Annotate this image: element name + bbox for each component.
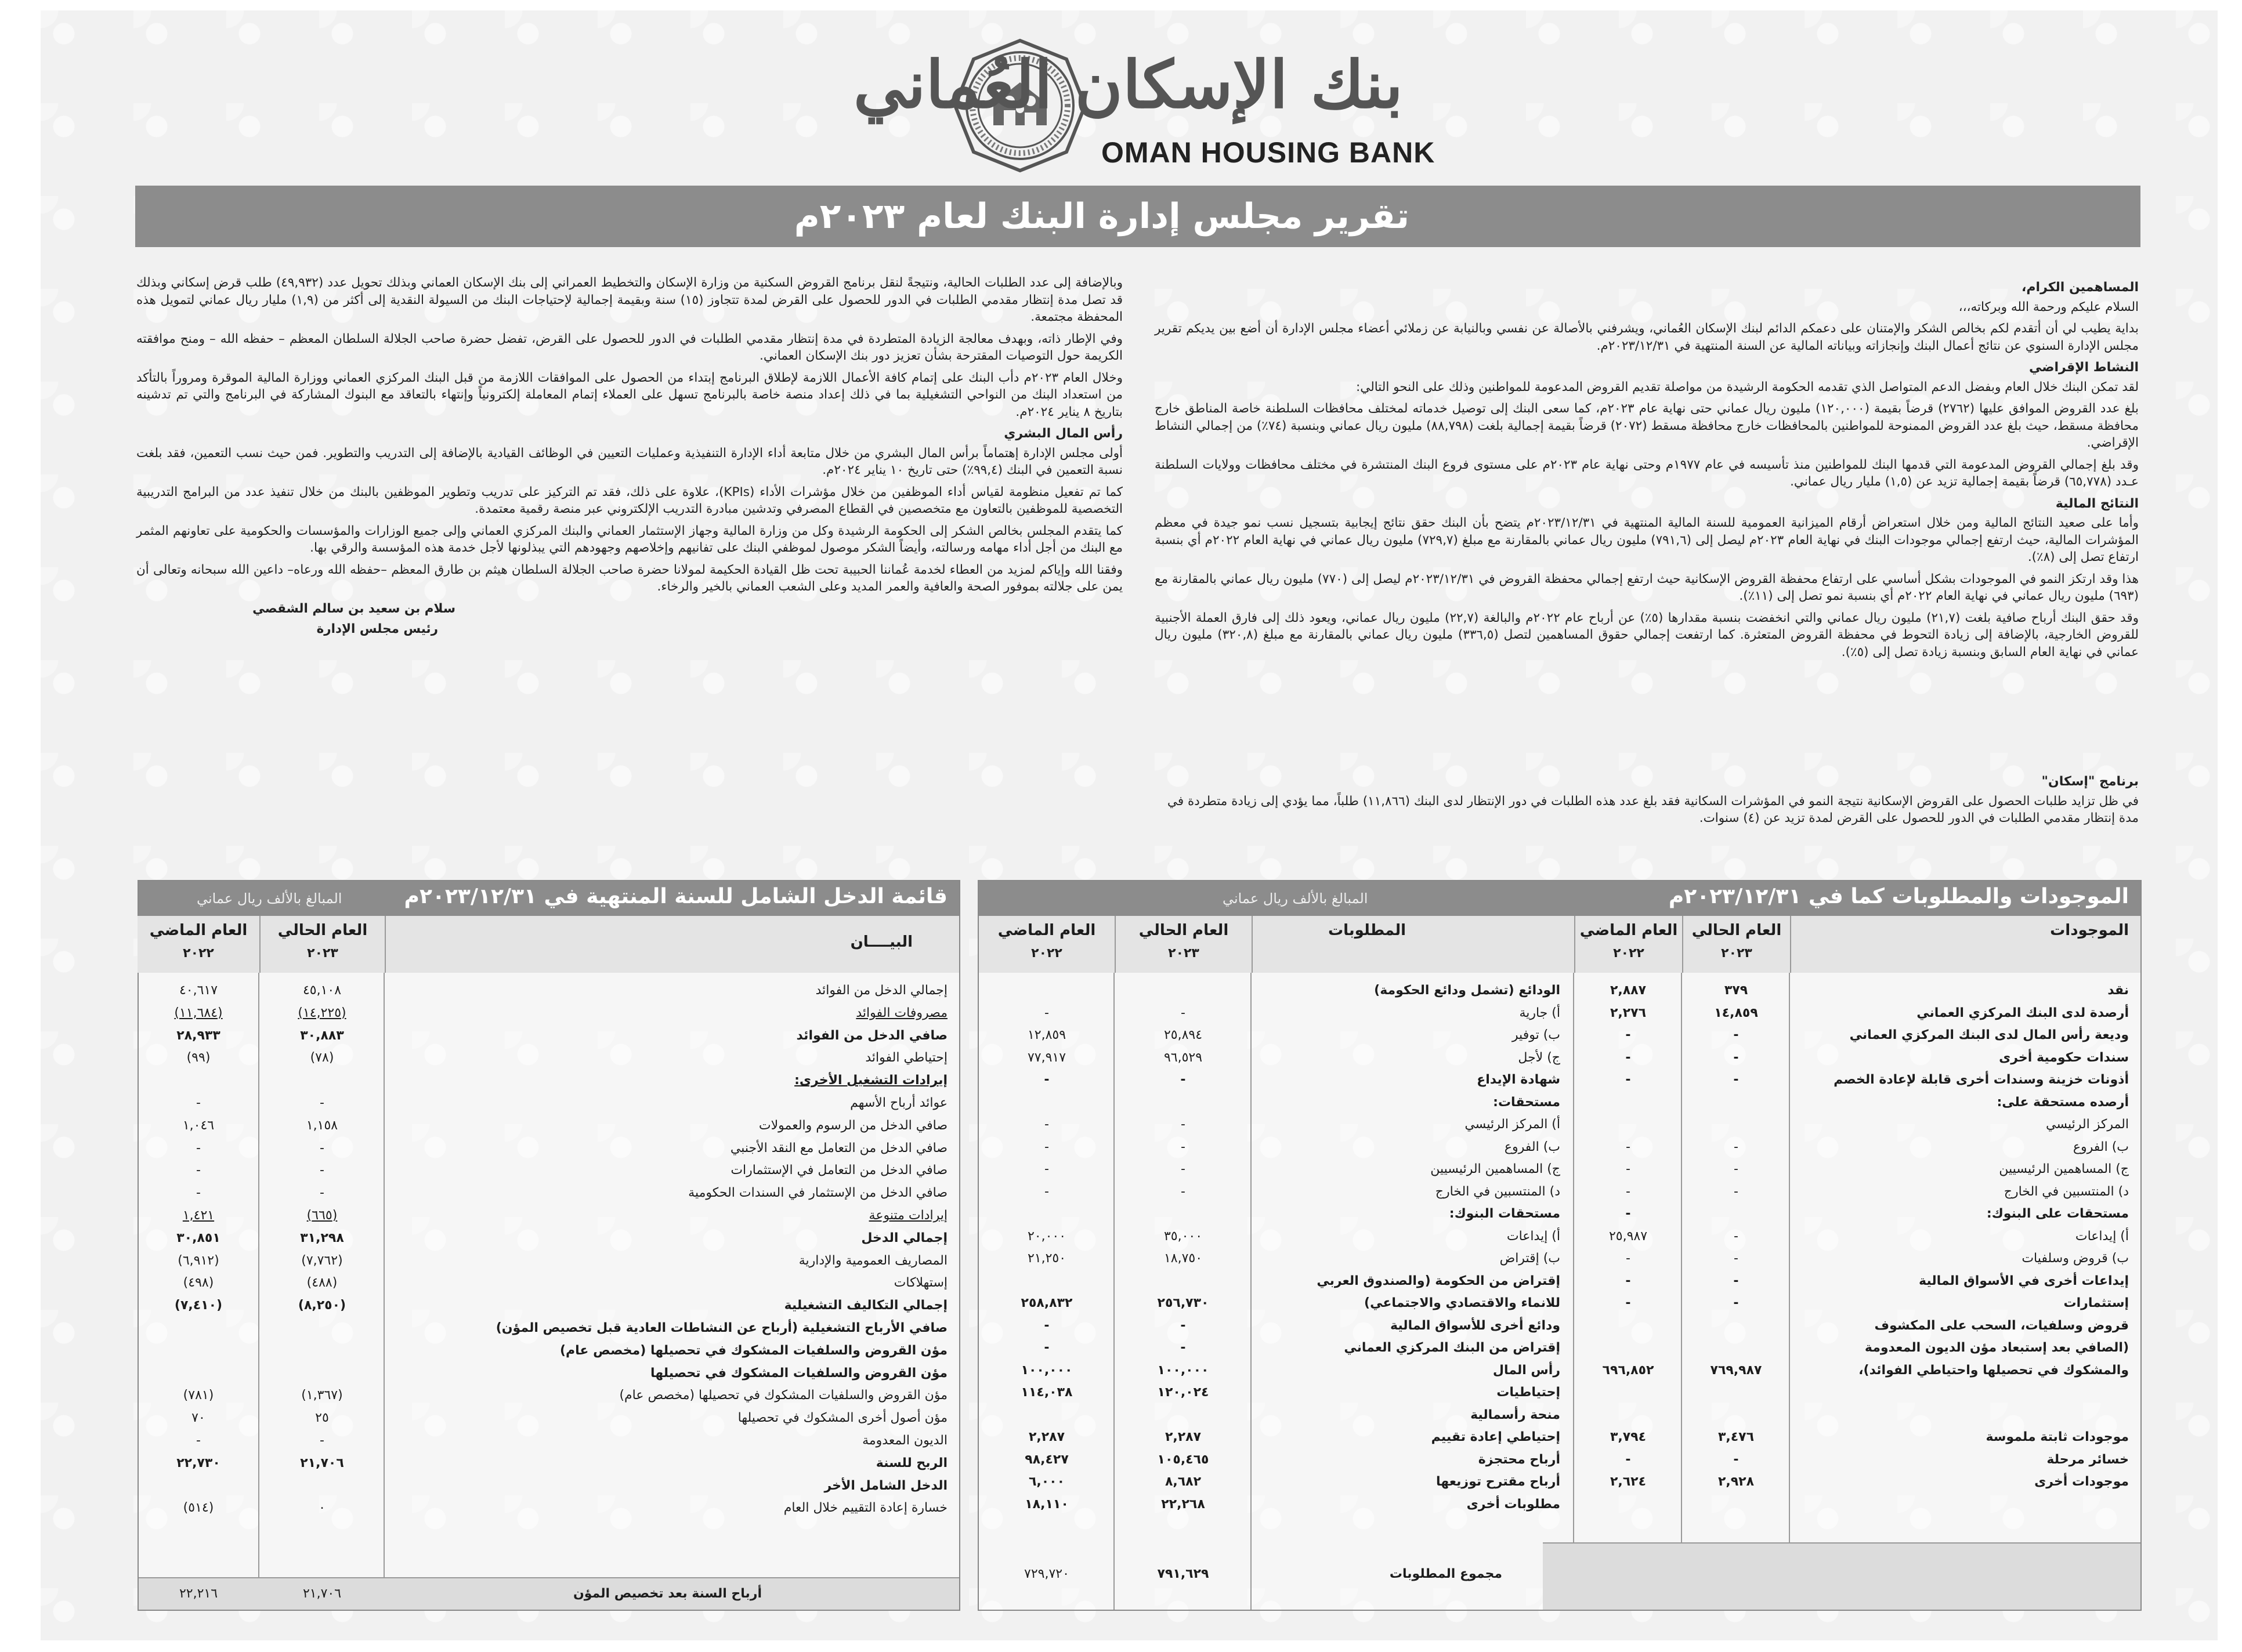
previous-year-value: -: [196, 1186, 201, 1201]
row-label: مستحقات على البنوك:: [1986, 1207, 2129, 1221]
income-row: [139, 1092, 959, 1114]
current-year-value: ١٢٠,٠٢٤: [1157, 1385, 1209, 1400]
row-label: والمشكوك في تحصيلها واحتياطي الفوائد)،: [1858, 1363, 2129, 1378]
income-current-header: العام الحالي ٢٠٢٣: [259, 916, 385, 973]
liability-row: [979, 1337, 2140, 1359]
liability-row: [979, 1360, 2140, 1382]
current-year-value: ١٨,٧٥٠: [1163, 1251, 1203, 1266]
row-label: أرصدة لدى البنك المركزي العماني: [1916, 1005, 2129, 1020]
total-liabilities-previous: ٧٢٩,٧٢٠: [1024, 1567, 1069, 1581]
row-label: ب) توفير: [1511, 1028, 1560, 1042]
previous-year-value: -: [1044, 1162, 1049, 1176]
row-label: صافي الأرباح التشغيلية (أرباح عن النشاطات العادية قبل تخصيص المؤن): [496, 1321, 948, 1335]
row-label: الدخل الشامل الأخر: [824, 1478, 948, 1493]
section-heading: النشاط الإقراضي: [2028, 360, 2139, 375]
income-row: [139, 1340, 959, 1362]
row-label: إيرادات التشغيل الأخرى:: [794, 1073, 948, 1088]
paragraph: وأما على صعيد النتائج المالية ومن خلال استعراض أرقام الميزانية العمومية للسنة المالية المنتهية في ٢٠٢٣/١٢/٣١م يتضح بأن البنك حقق نتائج إيجابية بتسجيل نسب نمو جيدة في معظم المؤشرات المالية، حيث ارتفع إجمالي موجودات البنك في نهاية العام ٢٠٢٣م ليصل إلى (٧٩١,٦) مليون ريال عماني بالمقارنة مع مبلغ (٧٢٩,٧) مليون ريال عماني في نهاية العام ٢٠٢٢م أي بنسبة ارتفاع تصل إلى (٨٪).: [1155, 516, 2139, 564]
row-label: أرباح محتجزة: [1478, 1452, 1560, 1467]
income-row: [139, 1025, 959, 1047]
previous-year-value: -: [1626, 1162, 1630, 1176]
current-year-value: ٢,٩٢٨: [1717, 1475, 1755, 1489]
letter-right-column: [1155, 274, 2139, 665]
income-row: [139, 1002, 959, 1024]
current-year-value: ٢,٢٨٧: [1165, 1430, 1202, 1444]
row-label: سندات حكومية أخرى: [1999, 1050, 2129, 1065]
paragraph: هذا وقد ارتكز النمو في الموجودات بشكل أساسي على ارتفاع محفظة القروض الإسكانية حيث ارتفع إجمالي محفظة القروض في ٢٠٢٣/١٢/٣١م ليصل إلى (٧٧٠) مليون ريال عماني بالمقارنة مع (٦٩٣) مليون ريال عماني في نهاية العام ٢٠٢٢م أي بنسبة نمو تصل إلى (١١٪).: [1155, 571, 2139, 603]
current-year-value: (١,٣٦٧): [301, 1388, 343, 1403]
previous-year-value: (٧,٤١٠): [174, 1298, 223, 1313]
balance-sheet-table: [978, 880, 2142, 1611]
current-year-value: ٨,٦٨٢: [1165, 1475, 1202, 1489]
row-label: صافي الدخل من التعامل مع النقد الأجنبي: [730, 1140, 948, 1155]
liability-row: [979, 1047, 2140, 1069]
row-label: أ) جارية: [1519, 1005, 1560, 1020]
current-year-value: (٦٦٥): [306, 1208, 338, 1223]
current-year-value: -: [1734, 1184, 1738, 1199]
current-year-value: ٣٥,٠٠٠: [1163, 1229, 1203, 1244]
row-label: شهادة الإيداع: [1477, 1073, 1560, 1087]
program-text: في ظل تزايد طلبات الحصول على القروض الإسكانية نتيجة النمو في المؤشرات السكانية فقد بلغ عدد هذه الطلبات في دور الإنتظار لدى البنك (١١,٨٦٦) طلباً، مما يؤدي إلى زيادة متطردة في مدة إنتظار مقدمي الطلبات في الدور للحصول على القرض لمدة تزيد عن (٤) سنوات.: [1167, 794, 2139, 825]
liability-row: [979, 1494, 2140, 1516]
paragraph: بداية يطيب لي أن أتقدم لكم بخالص الشكر والإمتنان على دعمكم الدائم لبنك الإسكان العُماني، ويشرفني بالأصالة عن نفسي وبالنيابة عن زملائي أعضاء مجلس الإدارة أن أضع بين يديكم تقرير مجلس الإدارة السنوي عن نتائج أعمال البنك وإنجازاته وبياناته المالية عن السنة المنتهية في ٢٠٢٣/١٢/٣١م.: [1155, 321, 2139, 353]
previous-year-value: ٧٠: [191, 1411, 205, 1426]
current-year-value: -: [1180, 1073, 1186, 1087]
section-heading: النتائج المالية: [2055, 496, 2139, 511]
liability-row: [979, 1248, 2140, 1270]
previous-year-value: -: [1044, 1139, 1049, 1154]
row-label: إحتياطي الفوائد: [865, 1050, 948, 1066]
balance-sheet-title: الموجودات والمطلوبات كما في ٢٠٢٣/١٢/٣١م: [1668, 885, 2129, 908]
income-row: [139, 1250, 959, 1272]
row-label: د) المنتسبين في الخارج: [1435, 1184, 1560, 1199]
current-year-value: ٠: [319, 1501, 326, 1516]
balance-sheet-unit: المبالغ بالألف ريال عماني: [1223, 890, 1368, 907]
income-row: [139, 1497, 959, 1519]
current-year-value: (٧٨): [310, 1050, 334, 1066]
current-year-value: -: [1181, 1005, 1185, 1020]
previous-year-value: -: [1625, 1050, 1631, 1065]
previous-year-value: -: [1625, 1273, 1631, 1288]
current-year-value: (٧,٧٦٢): [301, 1253, 343, 1268]
paragraph: وخلال العام ٢٠٢٣م دأب البنك على إتمام كافة الأعمال اللازمة لإطلاق البرنامج إبتداء من الحصول على الموافقات اللازمة من قبل البنك المركزي العماني ووزارة المالية الموقرة ومروراً بالتأكد من استعداد البنك من النواحي التشغيلية بما في ذلك إعداد منصة خاصة بالبرنامج تسهل على العملاء إتمام المعاملة إلكترونياً وإنتهاء بالتعاقد مع البنوك المشاركة في البرنامج والتي تم تدشينه بتاريخ ٨ يناير ٢٠٢٤م.: [136, 370, 1123, 419]
row-label: إيداعات أخرى في الأسواق المالية: [1919, 1273, 2129, 1288]
previous-year-value: -: [196, 1140, 201, 1155]
liability-row: [979, 1114, 2140, 1136]
row-label: إستهلاكات: [894, 1276, 948, 1291]
signature-name: سلام بن سعيد بن سالم الشقصي: [252, 601, 455, 616]
balance-sheet-header: [979, 881, 2140, 916]
assets-column-header: الموجودات: [1790, 916, 2140, 973]
liability-row: [979, 1226, 2140, 1248]
row-label: أرباح مقترح توزيعها: [1435, 1475, 1560, 1489]
liability-row: [979, 1426, 2140, 1448]
row-label: إجمالي الدخل: [861, 1230, 948, 1245]
row-label: إحتياطي إعادة تقييم: [1431, 1430, 1560, 1444]
previous-year-value: -: [196, 1163, 201, 1178]
liability-row: [979, 1471, 2140, 1493]
income-row: [139, 1385, 959, 1407]
row-label: عوائد أرباح الأسهم: [850, 1096, 948, 1110]
liability-row: [979, 1404, 2140, 1426]
previous-year-value: ٢٨,٩٣٣: [176, 1028, 220, 1043]
liability-row: [979, 1136, 2140, 1158]
previous-year-value: ١٢,٨٥٩: [1027, 1028, 1066, 1042]
row-label: أذونات خزينة وسندات أخرى قابلة لإعادة الخصم: [1834, 1073, 2129, 1087]
previous-year-value: -: [196, 1433, 201, 1448]
paragraph: وقد حقق البنك أرباح صافية بلغت (٢١,٧) مليون ريال عماني والتي انخفضت بنسبة مقدارها (٥٪) عن أرباح عام ٢٠٢٢م والبالغة (٢٢,٧) مليون ريال عماني، ويعود ذلك إلى فارق العملة الأجنبية للقروض الخارجية، بالإضافة إلى زيادة التحوط في محفظة القروض المتعثرة. كما ارتفعت إجمالي حقوق المساهمين لتصل (٣٣٦,٥) مليون ريال عماني بالمقارنة مع مبلغ (٣٢٠,٨) مليون ريال عماني في نهاية العام السابق وبنسبة زيادة تصل إلى (٥٪).: [1155, 610, 2139, 660]
previous-year-value: -: [1044, 1005, 1049, 1020]
row-label: مؤن القروض والسلفيات المشكوك في تحصيلها (مخصص عام): [619, 1388, 948, 1403]
row-label: المركز الرئيسي: [2046, 1117, 2129, 1132]
paragraph: بلغ عدد القروض الموافق عليها (٢٧٦٢) قرضاً بقيمة (١٢٠,٠٠٠) مليون ريال عماني حتى نهاية عام ٢٠٢٣م، كما سعى البنك إلى توصيل خدماته لمختلف محافظات السلطنة خاصة المناطق خارج محافظة مسقط، حيث بلغ عدد القروض الممنوحة للمواطنين بالمحافظات خارج محافظة مسقط (٢٠٧٢) قرضاً بقيمة إجمالية بلغت (٨٨,٧٩٨) مليون ريال عماني وبنسبة (٧٤٪) من إجمالي النشاط الإقراضي.: [1155, 401, 2139, 450]
previous-year-value: ٩٨,٤٢٧: [1025, 1452, 1069, 1467]
income-item-header: البيــــان: [385, 916, 959, 973]
row-label: قروض وسلفيات، السحب على المكشوف: [1874, 1318, 2129, 1333]
paragraph: وفي الإطار ذاته، وبهدف معالجة الزيادة المتطردة في مدة إنتظار مقدمي الطلبات في الدور للحصول على القرض، تفضل حضرة صاحب الجلالة السلطان المعظم – حفظه الله – ومنح موافقته الكريمة حول التوصيات المقترحة بشأن تعزيز دور بنك الإسكان العماني.: [136, 331, 1123, 363]
row-label: مصروفات الفوائد: [856, 1005, 948, 1020]
income-row: [139, 1452, 959, 1475]
liabilities-previous-header: العام الماضي ٢٠٢٢: [979, 916, 1115, 973]
income-row: [139, 1160, 959, 1182]
income-row: [139, 1137, 959, 1160]
current-year-value: ١,١٥٨: [306, 1118, 338, 1133]
row-label: ودائع أخرى للأسواق المالية: [1390, 1318, 1560, 1333]
current-year-value: -: [1734, 1229, 1738, 1244]
previous-year-value: -: [1044, 1117, 1049, 1132]
current-year-value: ١٤,٨٥٩: [1714, 1005, 1758, 1020]
previous-year-value: -: [1625, 1296, 1631, 1310]
row-label: صافي الدخل من الفوائد: [796, 1028, 948, 1043]
income-total-current: ٢١,٧٠٦: [302, 1586, 342, 1601]
current-year-value: (١٤,٢٢٥): [298, 1005, 346, 1020]
income-row: [139, 1115, 959, 1137]
row-label: إقتراض من البنك المركزي العماني: [1344, 1341, 1560, 1355]
section-heading: المساهمين الكرام،: [2022, 280, 2139, 295]
row-label: صافي الدخل من الإستثمار في السندات الحكومية: [688, 1186, 948, 1201]
previous-year-value: ٧٧,٩١٧: [1027, 1050, 1066, 1065]
previous-year-value: ٦,٠٠٠: [1028, 1475, 1065, 1489]
row-label: أ) إيداعات: [2075, 1229, 2129, 1244]
previous-year-value: ٢٥,٩٨٧: [1608, 1229, 1648, 1244]
row-label: ب) قروض وسلفيات: [2022, 1251, 2129, 1266]
income-row: [139, 1363, 959, 1385]
income-previous-header: العام الماضي ٢٠٢٢: [138, 916, 259, 973]
total-liabilities-row: [1543, 1542, 2140, 1610]
row-label: ج) لأجل: [1518, 1050, 1560, 1065]
assets-current-header: العام الحالي ٢٠٢٣: [1682, 916, 1790, 973]
row-label: موجودات أخرى: [2034, 1475, 2129, 1489]
row-label: مؤن القروض والسلفيات المشكوك في تحصيلها (مخصص عام): [559, 1343, 948, 1358]
previous-year-value: -: [1044, 1184, 1049, 1199]
row-label: موجودات ثابتة ملموسة: [1986, 1430, 2129, 1444]
current-year-value: -: [1733, 1050, 1739, 1065]
liability-row: [979, 1203, 2140, 1225]
current-year-value: -: [320, 1140, 324, 1155]
program-heading: برنامج "إسكان": [2041, 774, 2139, 789]
section-heading: رأس المال البشري: [1004, 426, 1123, 441]
current-year-value: -: [1733, 1452, 1739, 1467]
income-statement-table: [138, 880, 960, 1611]
row-label: الديون المعدومة: [862, 1433, 948, 1448]
paragraph: وفقنا الله وإياكم لمزيد من العطاء لخدمة عُماننا الحبيبة تحت ظل القيادة الحكيمة لمولانا حضرة صاحب الجلالة السلطان هيثم بن طارق المعظم –حفظه الله ورعاه– داعين الله سبحانه وتعالى أن يمن على جلالته بموفور الصحة والعافية والعمر المديد وعلى الشعب العماني بالخير والرخاء.: [136, 562, 1123, 594]
previous-year-value: ٣٠,٨٥١: [176, 1230, 220, 1245]
previous-year-value: (٩٩): [186, 1050, 211, 1066]
income-statement-header: [139, 881, 959, 916]
row-label: الودائع (تشمل ودائع الحكومة): [1374, 983, 1560, 998]
liability-row: [979, 1292, 2140, 1314]
row-label: ج) المساهمين الرئيسيين: [1999, 1162, 2129, 1176]
row-label: للانماء والاقتصادي والاجتماعي): [1364, 1296, 1560, 1310]
total-liabilities-current: ٧٩١,٦٢٩: [1157, 1567, 1209, 1581]
previous-year-value: ٢,٢٧٦: [1610, 1005, 1647, 1020]
income-row: [139, 1407, 959, 1429]
previous-year-value: (٧٨١): [183, 1388, 214, 1403]
current-year-value: -: [1181, 1162, 1185, 1176]
row-label: مستحقات:: [1493, 1095, 1560, 1110]
current-year-value: -: [1733, 1028, 1739, 1042]
previous-year-value: ٢٢,٧٣٠: [176, 1455, 220, 1470]
previous-year-value: ٢,٦٢٤: [1610, 1475, 1647, 1489]
liability-row: [979, 1315, 2140, 1337]
current-year-value: ٣١,٢٩٨: [300, 1230, 344, 1245]
current-year-value: -: [320, 1163, 324, 1178]
current-year-value: -: [320, 1096, 324, 1110]
row-label: (الصافي بعد إستبعاد مؤن الديون المعدومة: [1864, 1341, 2129, 1355]
current-year-value: ٣,٤٧٦: [1717, 1430, 1755, 1444]
row-label: صافي الدخل من الرسوم والعمولات: [758, 1118, 948, 1133]
row-label: الربح للسنة: [876, 1455, 948, 1470]
paragraph: لقد تمكن البنك خلال العام وبفضل الدعم المتواصل الذي تقدمه الحكومة الرشيدة من مواصلة تقديم القروض المدعومة للمواطنين وذلك على النحو التالي:: [1356, 379, 2139, 394]
previous-year-value: ٢١,٢٥٠: [1027, 1251, 1066, 1266]
liability-row: [979, 1024, 2140, 1046]
current-year-value: ٢٢,٢٦٨: [1161, 1497, 1205, 1512]
previous-year-value: ٦٩٦,٨٥٢: [1602, 1363, 1654, 1378]
income-row: [139, 1227, 959, 1249]
liability-row: [979, 1092, 2140, 1114]
liability-row: [979, 1270, 2140, 1292]
current-year-value: -: [1181, 1139, 1185, 1154]
current-year-value: -: [1181, 1117, 1185, 1132]
previous-year-value: ١٠٠,٠٠٠: [1021, 1363, 1073, 1378]
income-total-label: أرباح السنة بعد تخصيص المؤن: [573, 1586, 762, 1601]
paragraph: كما تم تفعيل منظومة لقياس أداء الموظفين من خلال مؤشرات الأداء (KPIs)، علاوة على ذلك، فقد تم التركيز على تدريب وتطوير الموظفين بالبنك من خلال تنفيذ عدد من البرامج التدريبية التخصصية للموظفين بالتعاون مع متخصصين في القطاع المصرفي وتدشين مبادرة التدريب الإلكتروني عبر منصة رقمية معتمدة.: [136, 484, 1123, 516]
paragraph: أولى مجلس الإدارة إهتماماً برأس المال البشري من خلال متابعة أداء الإدارة التنفيذية وعمليات التعيين في الوظائف القيادية بالإضافة إلى التدريب والتطوير. فمن حيث نسب التعمين، فقد بلغت نسبة التعمين في البنك (٩٩,٤٪) حتى تاريخ ١٠ يناير ٢٠٢٤م.: [136, 445, 1123, 477]
current-year-value: -: [320, 1186, 324, 1201]
income-row: [139, 1475, 959, 1497]
income-total-previous: ٢٢,٢١٦: [179, 1586, 218, 1601]
income-row: [139, 1317, 959, 1339]
previous-year-value: ١١٤,٠٣٨: [1021, 1385, 1073, 1400]
liability-row: [979, 1181, 2140, 1203]
letter-left-column: [136, 274, 1123, 638]
current-year-value: -: [1733, 1296, 1739, 1310]
row-label: مؤن القروض والسلفيات المشكوك في تحصيلها: [650, 1365, 948, 1381]
newspaper-page: [41, 10, 2218, 1640]
row-label: ج) المساهمين الرئيسيين: [1430, 1162, 1560, 1176]
previous-year-value: ٢٠,٠٠٠: [1027, 1229, 1066, 1244]
income-row: [139, 1295, 959, 1317]
liabilities-current-header: العام الحالي ٢٠٢٣: [1115, 916, 1252, 973]
previous-year-value: (١١,٦٨٤): [174, 1005, 223, 1020]
bank-logo: [853, 38, 1435, 183]
row-label: خسائر مرحلة: [2046, 1452, 2129, 1467]
previous-year-value: ٢٥٨,٨٣٢: [1021, 1296, 1073, 1310]
income-row: [139, 1070, 959, 1092]
income-row: [139, 1205, 959, 1227]
row-label: إحتياطيات: [1496, 1385, 1560, 1400]
previous-year-value: (٥١٤): [183, 1501, 214, 1516]
row-label: مؤن أصول أخرى المشكوك في تحصيلها: [737, 1411, 948, 1426]
liability-row: [979, 1158, 2140, 1180]
row-label: مطلوبات أخرى: [1466, 1497, 1560, 1512]
income-row: [139, 1430, 959, 1452]
previous-year-value: ٤٠,٦١٧: [179, 983, 218, 998]
current-year-value: -: [1733, 1073, 1739, 1087]
income-row: [139, 1182, 959, 1204]
previous-year-value: ١٨,١١٠: [1025, 1497, 1069, 1512]
row-label: أرصده مستحقة على:: [1997, 1095, 2129, 1110]
current-year-value: (٨,٢٥٠): [298, 1298, 346, 1313]
income-row: [139, 1272, 959, 1294]
row-label: إقتراض من الحكومة (والصندوق العربي: [1317, 1273, 1560, 1288]
previous-year-value: -: [1626, 1184, 1630, 1199]
liability-row: [979, 1382, 2140, 1404]
row-label: أ) إيداعات: [1506, 1229, 1560, 1244]
previous-year-value: (٤٩٨): [183, 1276, 214, 1291]
row-label: إجمالي الدخل من الفوائد: [815, 983, 948, 998]
row-label: ب) الفروع: [2073, 1139, 2129, 1154]
previous-year-value: -: [1044, 1073, 1050, 1087]
row-label: نقد: [2107, 983, 2129, 998]
current-year-value: -: [1734, 1139, 1738, 1154]
current-year-value: -: [1734, 1162, 1738, 1176]
row-label: ب) الفروع: [1504, 1139, 1560, 1154]
row-label: ب) إقتراض: [1499, 1251, 1560, 1266]
letter-left-body: [136, 274, 1123, 596]
signature-title: رئيس مجلس الإدارة: [316, 622, 438, 636]
current-year-value: ٢٥٦,٧٣٠: [1157, 1296, 1209, 1310]
row-label: منحة رأسمالية: [1470, 1407, 1560, 1422]
row-label: إجمالي التكاليف التشغيلية: [784, 1298, 948, 1313]
current-year-value: ٤٥,١٠٨: [302, 983, 342, 998]
row-label: صافي الدخل من التعامل في الإستثمارات: [731, 1163, 948, 1178]
paragraph: كما يتقدم المجلس بخالص الشكر إلى الحكومة الرشيدة وكل من وزارة المالية وجهاز الإستثمار العماني والبنك المركزي العماني وإلى جميع الوزارات والمؤسسات والحكومية على تعاونهم المثمر مع البنك من أجل أداء مهامه ورسالته، وأيضاً الشكر موصول لموظفي البنك على تفانيهم وإخلاصهم وجهودهم التي يبذلونها لأجل خدمة هذه المؤسسة والرقي بها.: [136, 523, 1123, 555]
current-year-value: -: [320, 1433, 324, 1448]
current-year-value: -: [1734, 1251, 1738, 1266]
row-label: إستثمارات: [2063, 1296, 2129, 1310]
income-statement-unit: المبالغ بالألف ريال عماني: [197, 890, 342, 907]
current-year-value: ٣٠,٨٨٣: [300, 1028, 344, 1043]
previous-year-value: -: [1626, 1139, 1630, 1154]
current-year-value: -: [1181, 1184, 1185, 1199]
current-year-value: (٤٨٨): [306, 1276, 338, 1291]
previous-year-value: ١,٤٢١: [182, 1208, 215, 1223]
row-label: رأس المال: [1492, 1363, 1560, 1378]
previous-year-value: ١,٠٤٦: [182, 1118, 215, 1133]
income-row: [139, 980, 959, 1002]
paragraph: وبالإضافة إلى عدد الطلبات الحالية، ونتيجةً لنقل برنامج القروض السكنية من وزارة الإسكان والتخطيط العمراني إلى بنك الإسكان العماني وبذلك تحويل عدد (٤٩,٩٣٢) طلب قرض إسكاني وبذلك قد تصل مدة إنتظار مقدمي الطلبات في الدور للحصول على القرض لمدة تتجاوز (١٥) سنة وبقيمة إجمالية لإحتياجات البنك من السيولة النقدية إلى أكثر من (١,٩) مليار ريال عماني لتمويل هذه المحفظة مجتمعة.: [136, 276, 1123, 324]
report-title: تقرير مجلس إدارة البنك لعام ٢٠٢٣م: [135, 186, 2140, 247]
liability-row: [979, 1449, 2140, 1471]
current-year-value: ٢٥,٨٩٤: [1163, 1028, 1203, 1042]
current-year-value: -: [1180, 1318, 1186, 1333]
previous-year-value: -: [1625, 1073, 1631, 1087]
current-year-value: ٣٧٩: [1724, 983, 1748, 998]
current-year-value: ٢١,٧٠٦: [300, 1455, 344, 1470]
previous-year-value: ٢,٨٨٧: [1610, 983, 1647, 998]
previous-year-value: -: [1044, 1341, 1050, 1355]
assets-previous-header: العام الماضي ٢٠٢٢: [1574, 916, 1682, 973]
previous-year-value: -: [1626, 1251, 1630, 1266]
row-label: وديعة رأس المال لدى البنك المركزي العماني: [1849, 1028, 2129, 1042]
liability-row: [979, 1069, 2140, 1091]
logo-english-text: OMAN HOUSING BANK: [1101, 136, 1435, 169]
liabilities-column-header: المطلوبات: [1252, 916, 1574, 973]
income-statement-title: قائمة الدخل الشامل للسنة المنتهية في ٢٠٢٣/١٢/٣١م: [404, 885, 948, 908]
paragraph: وقد بلغ إجمالي القروض المدعومة التي قدمها البنك للمواطنين منذ تأسيسه في عام ١٩٧٧م وحتى نهاية عام ٢٠٢٣م على مستوى فروع البنك المنتشرة في مختلف محافظات وولايات السلطنة عـدد (٦٥,٧٧٨) قرضاً بقيمة إجمالية تزيد عن (١,٥) مليار ريال عماني.: [1155, 457, 2139, 489]
row-label: د) المنتسبين في الخارج: [2004, 1184, 2129, 1199]
total-liabilities-label: مجموع المطلوبات: [1389, 1567, 1502, 1581]
row-label: مستحقات البنوك:: [1449, 1207, 1560, 1221]
logo-arabic-text: بنك الإسكان العُماني: [853, 47, 1403, 123]
current-year-value: ١٠٥,٤٦٥: [1157, 1452, 1209, 1467]
income-row: [139, 1047, 959, 1069]
row-label: إيرادات متنوعة: [869, 1208, 948, 1223]
row-label: خسارة إعادة التقييم خلال العام: [783, 1501, 948, 1516]
previous-year-value: (٦,٩١٢): [178, 1253, 219, 1268]
liability-row: [979, 980, 2140, 1002]
previous-year-value: ٣,٧٩٤: [1610, 1430, 1647, 1444]
current-year-value: ٧٦٩,٩٨٧: [1710, 1363, 1762, 1378]
current-year-value: -: [1733, 1273, 1739, 1288]
current-year-value: ١٠٠,٠٠٠: [1157, 1363, 1209, 1378]
current-year-value: ٩٦,٥٢٩: [1163, 1050, 1203, 1065]
row-label: المصاريف العمومية والإدارية: [798, 1253, 948, 1268]
program-section: [1155, 773, 2139, 827]
previous-year-value: -: [1044, 1318, 1050, 1333]
previous-year-value: -: [1625, 1452, 1631, 1467]
previous-year-value: -: [1625, 1207, 1631, 1221]
previous-year-value: ٢,٢٨٧: [1028, 1430, 1065, 1444]
row-label: أ) المركز الرئيسي: [1464, 1117, 1560, 1132]
liability-row: [979, 1002, 2140, 1024]
paragraph: السلام عليكم ورحمة الله وبركاته،،،: [1958, 299, 2139, 314]
current-year-value: -: [1180, 1341, 1186, 1355]
previous-year-value: -: [1625, 1028, 1631, 1042]
current-year-value: ٢٥: [315, 1411, 329, 1426]
previous-year-value: -: [196, 1096, 201, 1110]
